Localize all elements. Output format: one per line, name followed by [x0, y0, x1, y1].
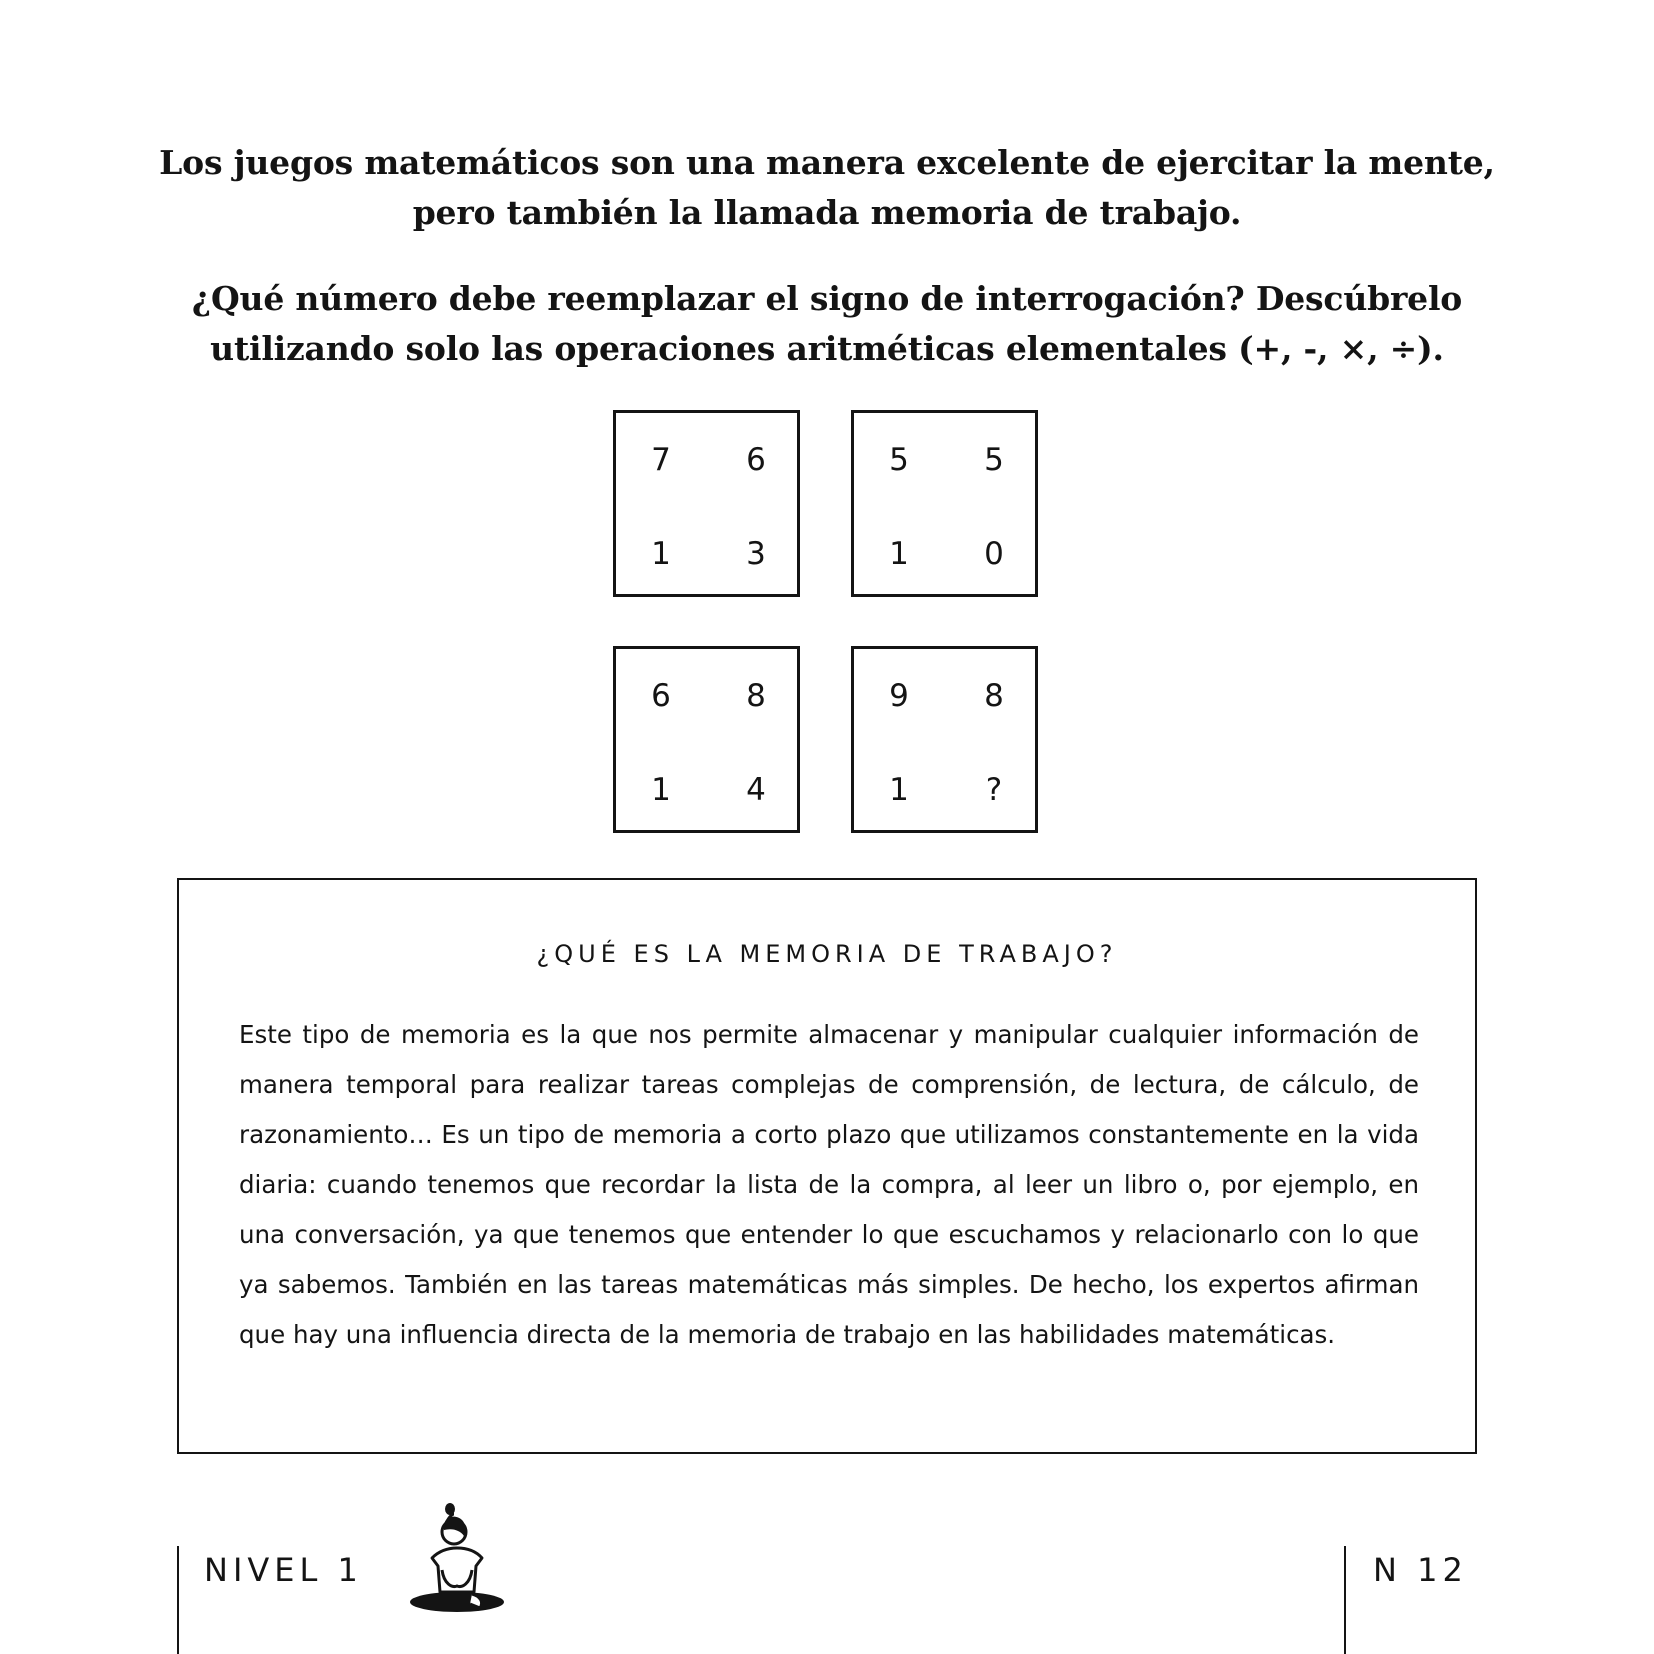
- grid-cell: 5: [889, 442, 909, 478]
- grid-cell: 6: [651, 678, 671, 714]
- grid-cell: 1: [889, 536, 909, 572]
- number-grid: [851, 646, 1038, 833]
- grid-cell: 0: [984, 536, 1004, 572]
- page-number: N 12: [1373, 1551, 1468, 1589]
- footer-divider-left: [177, 1546, 179, 1654]
- number-grid: [613, 410, 800, 597]
- grid-cell: 1: [889, 772, 909, 808]
- number-grid: [613, 646, 800, 833]
- grid-cell: 3: [746, 536, 766, 572]
- info-box-title: ¿QUÉ ES LA MEMORIA DE TRABAJO?: [536, 940, 1118, 968]
- meditation-figure-icon: [410, 1500, 510, 1620]
- grid-cell: 6: [746, 442, 766, 478]
- grid-cell: 8: [984, 678, 1004, 714]
- footer-divider-right: [1344, 1546, 1346, 1654]
- grid-cell: 1: [651, 772, 671, 808]
- grid-cell: 1: [651, 536, 671, 572]
- intro-text: Los juegos matemáticos son una manera excelente de ejercitar la mente, pero también la llamada memoria de trabajo.: [159, 143, 1495, 232]
- grid-cell: 8: [746, 678, 766, 714]
- info-box: [177, 878, 1477, 1454]
- grid-cell: 7: [651, 442, 671, 478]
- number-grid: [851, 410, 1038, 597]
- grid-cell: 5: [984, 442, 1004, 478]
- puzzle-question: ¿Qué número debe reemplazar el signo de interrogación? Descúbrelo utilizando solo las operaciones aritméticas elementales (+, -, ×, ÷).: [191, 279, 1463, 368]
- grid-cell: 9: [889, 678, 909, 714]
- level-label: NIVEL 1: [204, 1551, 363, 1589]
- grid-cell: 4: [746, 772, 766, 808]
- info-box-body: Este tipo de memoria es la que nos permite almacenar y manipular cualquier información de manera temporal para realizar tareas complejas de comprensión, de lectura, de cálculo, de razonamiento… Es un tipo de memoria a corto plazo que utilizamos constantemente en la vida diaria: cuando tenemos que recordar la lista de la compra, al leer un libro o, por ejemplo, en una conversación, ya que tenemos que entender lo que escuchamos y relacionarlo con lo que ya sabemos. También en las tareas matemáticas más simples. De hecho, los expertos afirman que hay una influencia directa de la memoria de trabajo en las habilidades matemáticas.: [239, 1020, 1419, 1349]
- grid-cell-unknown: ?: [985, 772, 1003, 808]
